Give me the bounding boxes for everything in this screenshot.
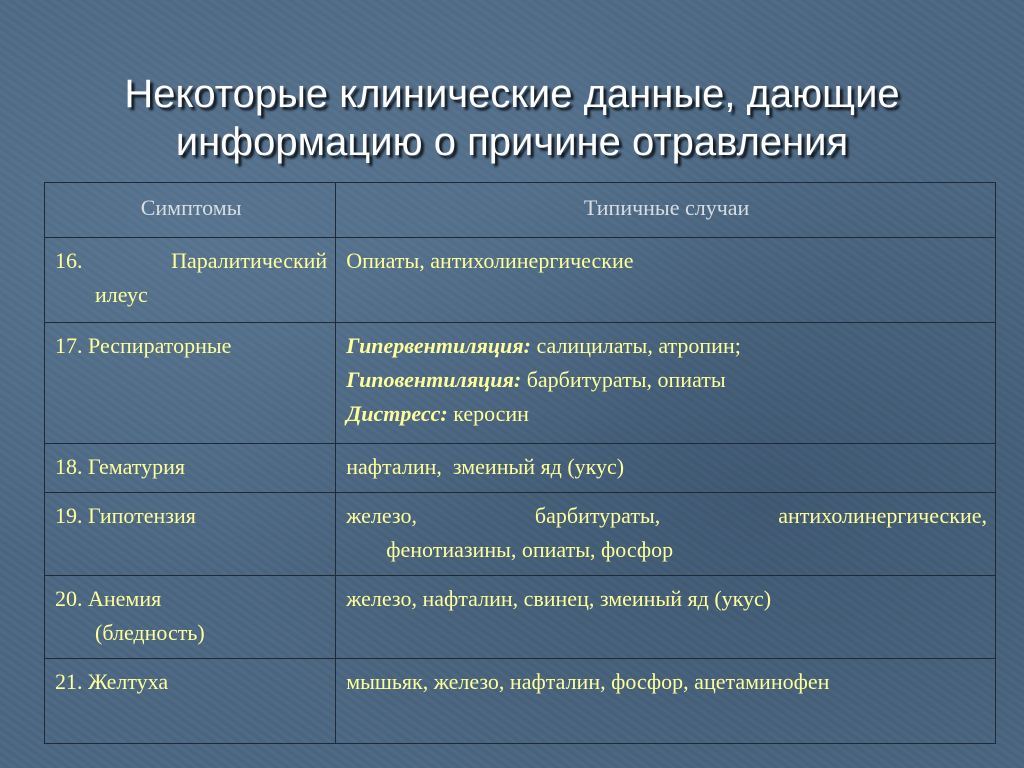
table-row (45, 444, 996, 493)
symptom-text: Паралитический (171, 248, 328, 273)
cases-cell: Опиаты, антихолинергические (336, 238, 996, 323)
case-line: железо, барбитураты, антихолинергические, (346, 503, 987, 528)
case-term: Гипервентиляция: (346, 333, 531, 358)
symptom-cell (45, 576, 336, 659)
symptom-cell: 17. Респираторные (45, 323, 336, 444)
case-line (346, 333, 741, 358)
symptom-line (55, 244, 327, 278)
case-text: керосин (447, 401, 529, 426)
case-term: Дистресс: (346, 401, 448, 426)
case-text: салицилаты, атропин; (530, 333, 741, 358)
cases-cell: железо, нафталин, свинец, змеиный яд (укус) (336, 576, 996, 659)
table-row (45, 323, 996, 444)
poisoning-clinical-table (44, 182, 996, 744)
symptom-continuation: (бледность) (95, 620, 205, 645)
symptom-number: 16. (55, 248, 83, 273)
slide-title (40, 70, 984, 166)
header-typical-cases: Типичные случаи (336, 183, 996, 238)
case-line (346, 367, 725, 392)
symptom-cell: 21. Желтуха (45, 659, 336, 744)
symptom-cell (45, 238, 336, 323)
slide-title-line-2: информацию о причине отравления (175, 120, 849, 164)
cases-cell (336, 493, 996, 576)
table-row (45, 493, 996, 576)
symptom-text: 20. Анемия (55, 586, 162, 611)
case-text: барбитураты, опиаты (521, 367, 726, 392)
case-term: Гиповентиляция: (346, 367, 522, 392)
table-row (45, 238, 996, 323)
table-row (45, 659, 996, 744)
symptom-continuation: илеус (95, 282, 148, 307)
symptom-cell: 19. Гипотензия (45, 493, 336, 576)
slide-title-line-1: Некоторые клинические данные, дающие (124, 72, 900, 116)
case-line (346, 401, 529, 426)
cases-cell: нафталин, змеиный яд (укус) (336, 444, 996, 493)
header-symptoms: Симптомы (45, 183, 336, 238)
symptom-cell: 18. Гематурия (45, 444, 336, 493)
case-continuation: фенотиазины, опиаты, фосфор (386, 537, 674, 562)
cases-cell: мышьяк, железо, нафталин, фосфор, ацетаминофен (336, 659, 996, 744)
table-row (45, 576, 996, 659)
cases-cell (336, 323, 996, 444)
table-header-row (45, 183, 996, 238)
